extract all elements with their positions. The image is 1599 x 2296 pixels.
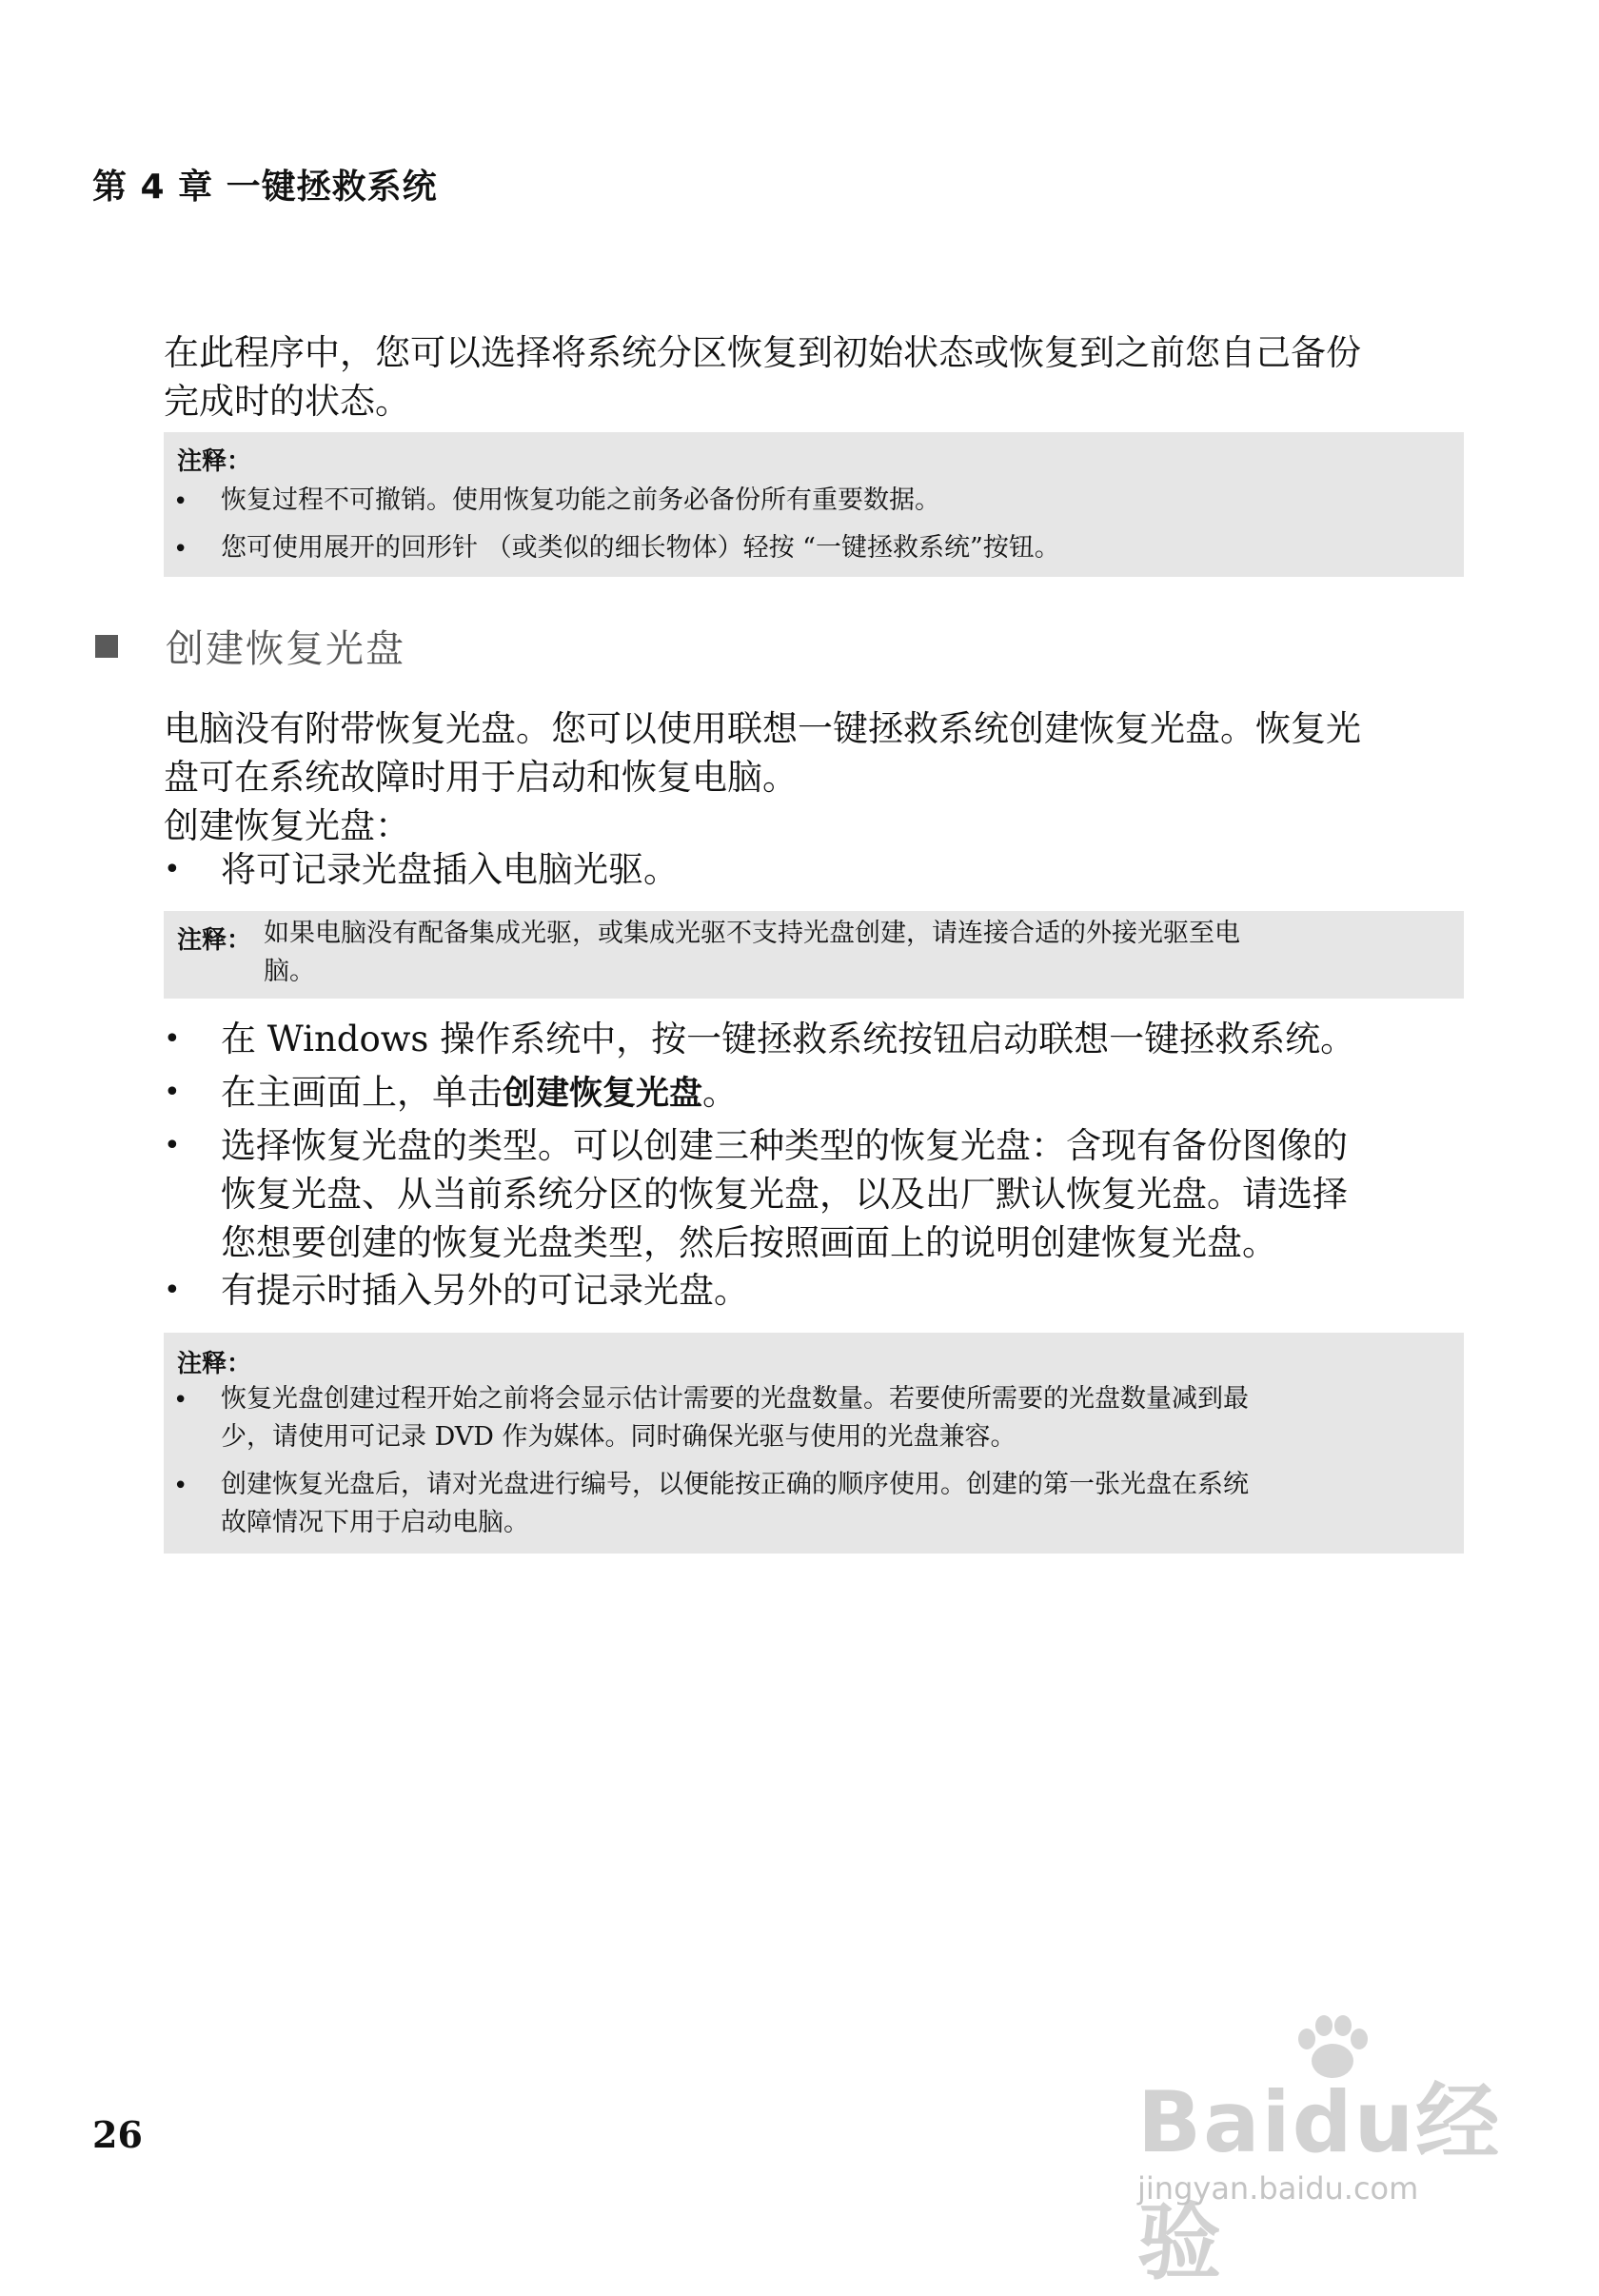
- step-text: [221, 1121, 1458, 1267]
- watermark-logo: Baidu经验: [1137, 2073, 1502, 2291]
- note-box-2: [164, 911, 1464, 999]
- step-text: 将可记录光盘插入电脑光驱。: [221, 849, 679, 890]
- note-item-line: 少，请使用可记录 DVD 作为媒体。同时确保光驱与使用的光盘兼容。: [221, 1422, 1017, 1452]
- note-item-line: 故障情况下用于启动电脑。: [221, 1508, 529, 1537]
- section-title: 创建恢复光盘: [166, 627, 405, 671]
- section-intro-line: 电脑没有附带恢复光盘。您可以使用联想一键拯救系统创建恢复光盘。恢复光: [164, 708, 1361, 749]
- bold-term: 创建恢复光盘: [503, 1075, 703, 1113]
- square-bullet-icon: [95, 635, 118, 658]
- step-line: 您想要创建的恢复光盘类型，然后按照画面上的说明创建恢复光盘。: [221, 1222, 1277, 1263]
- baidu-watermark: [1137, 2037, 1537, 2291]
- page-number: 26: [92, 2113, 143, 2156]
- bullet-icon: •: [173, 535, 188, 564]
- note-item-line: 创建恢复光盘后，请对光盘进行编号，以便能按正确的顺序使用。创建的第一张光盘在系统: [221, 1470, 1249, 1499]
- bullet-icon: •: [164, 1076, 181, 1109]
- bullet-icon: •: [173, 487, 188, 516]
- note-label: 注释：: [177, 447, 252, 476]
- step-text-prefix: 在主画面上，单击: [221, 1072, 503, 1113]
- bullet-icon: •: [173, 1386, 188, 1415]
- step-text-suffix: 。: [702, 1072, 739, 1113]
- step-text: [221, 1068, 1458, 1118]
- chapter-title: 第 4 章 一键拯救系统: [92, 168, 438, 207]
- intro-line: 完成时的状态。: [164, 381, 410, 422]
- note-label: 注释：: [177, 1350, 252, 1378]
- note-item: 恢复过程不可撤销。使用恢复功能之前务必备份所有重要数据。: [221, 485, 940, 515]
- note-text: 脑。: [264, 957, 315, 986]
- intro-paragraph: [164, 328, 1472, 426]
- step-line: 选择恢复光盘的类型。可以创建三种类型的恢复光盘：含现有备份图像的: [221, 1125, 1348, 1166]
- section-intro-line: 盘可在系统故障时用于启动和恢复电脑。: [164, 757, 798, 798]
- bullet-icon: •: [164, 1129, 181, 1162]
- note-box-1: [164, 432, 1464, 577]
- step-line: 恢复光盘、从当前系统分区的恢复光盘，以及出厂默认恢复光盘。请选择: [221, 1174, 1348, 1215]
- section-heading: [95, 619, 405, 673]
- note-label: 注释：: [177, 926, 252, 955]
- note-item-line: 恢复光盘创建过程开始之前将会显示估计需要的光盘数量。若要使所需要的光盘数量减到最: [221, 1384, 1249, 1414]
- bullet-icon: •: [164, 853, 181, 886]
- step-text: 在 Windows 操作系统中，按一键拯救系统按钮启动联想一键拯救系统。: [221, 1019, 1356, 1059]
- section-intro-paragraph: [164, 704, 1472, 850]
- intro-line: 在此程序中，您可以选择将系统分区恢复到初始状态或恢复到之前您自己备份: [164, 332, 1361, 373]
- note-text: 如果电脑没有配备集成光驱，或集成光驱不支持光盘创建，请连接合适的外接光驱至电: [264, 919, 1240, 948]
- bullet-icon: •: [164, 1274, 181, 1307]
- bullet-icon: •: [173, 1472, 188, 1500]
- step-text: 有提示时插入另外的可记录光盘。: [221, 1270, 749, 1311]
- section-intro-line: 创建恢复光盘：: [164, 805, 410, 846]
- note-item: 您可使用展开的回形针 （或类似的细长物体）轻按 “一键拯救系统”按钮。: [221, 533, 1060, 563]
- bullet-icon: •: [164, 1022, 181, 1056]
- note-box-3: [164, 1333, 1464, 1554]
- watermark-url: jingyan.baidu.com: [1137, 2170, 1419, 2207]
